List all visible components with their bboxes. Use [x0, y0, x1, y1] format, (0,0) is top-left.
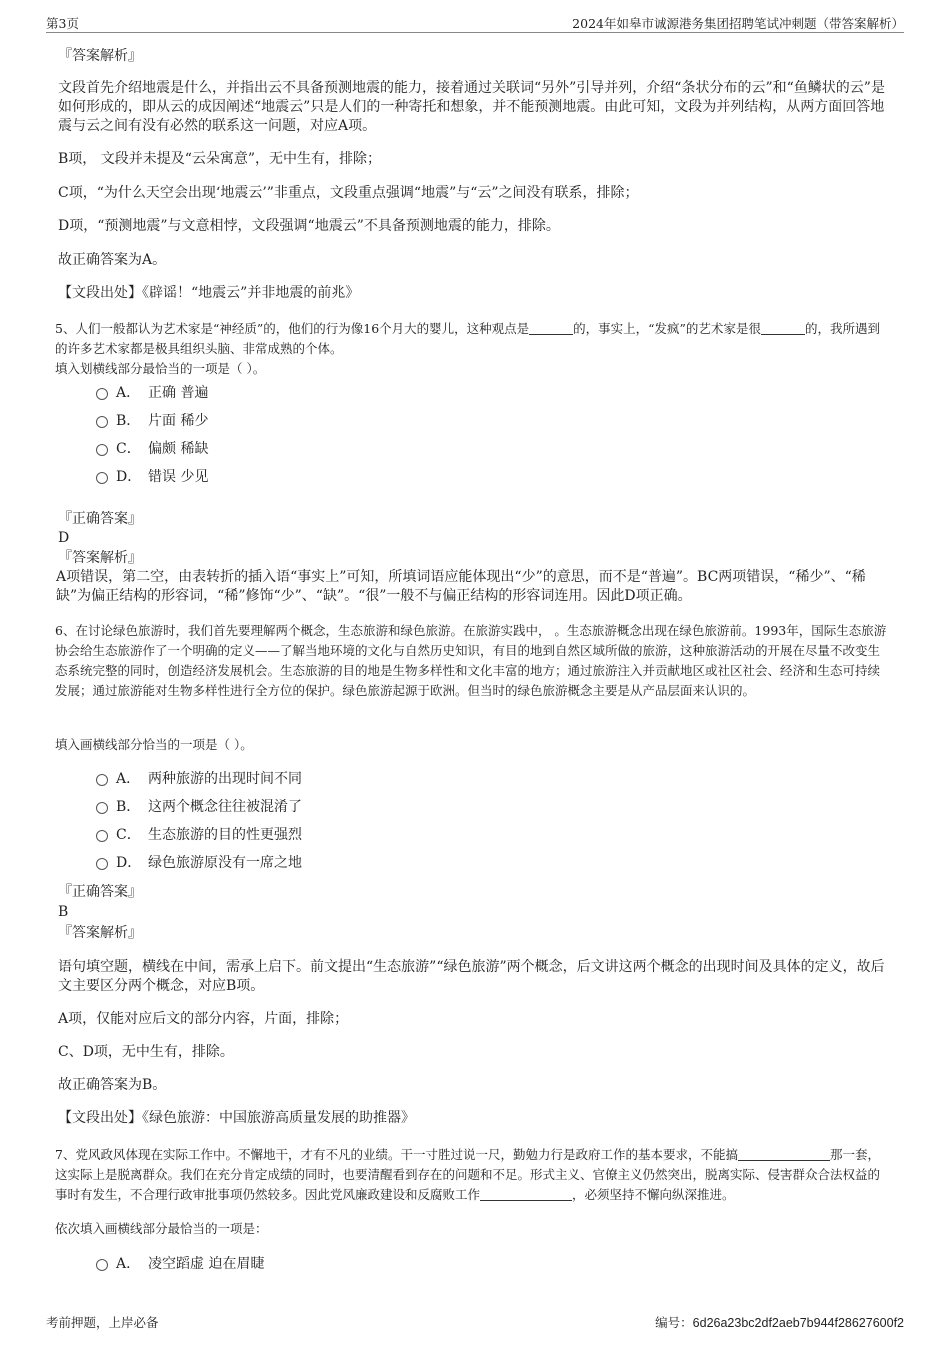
- option-c[interactable]: C． 偏颇 稀缺: [96, 439, 208, 459]
- radio-icon[interactable]: [96, 388, 108, 400]
- footer-code: 编号：6d26a23bc2df2aeb7b944f28627600f2: [655, 1315, 904, 1330]
- correct-answer: D: [58, 530, 70, 546]
- analysis-label: 『答案解析』: [58, 48, 142, 64]
- radio-icon[interactable]: [96, 1259, 108, 1271]
- radio-icon[interactable]: [96, 858, 108, 870]
- option-b[interactable]: B． 这两个概念往往被混淆了: [96, 797, 302, 817]
- radio-icon[interactable]: [96, 444, 108, 456]
- question-6-stem: 6、在讨论绿色旅游时，我们首先要理解两个概念，生态旅游和绿色旅游。在旅游实践中， 。生态旅游概念出现在绿色旅游前。1993年，国际生态旅游协会给生态旅游作了一个明确的定义——了解当地环境的文化与自然历史知识，有目的地到自然区域所做的旅游，这种旅游活动的开展在尽量不改变生态系统完整的同时，创造经济发展机会。生态旅游的目的地是生物多样性和文化丰富的地方；通过旅游注入并贡献地区或社区社会、经济和生态可持续发展；通过旅游能对生物多样性进行全方位的保护。绿色旅游起源于欧洲。但当时的绿色旅游概念主要是从产品层面来认识的。: [55, 623, 887, 698]
- question-5-prompt: 填入划横线部分最恰当的一项是（ ）。: [55, 361, 266, 376]
- question-6-prompt: 填入画横线部分恰当的一项是（ ）。: [55, 737, 253, 752]
- blank-line: [761, 320, 805, 335]
- blank-line: [529, 320, 573, 335]
- correct-answer: B: [58, 904, 69, 920]
- analysis-option-c: C项，“为什么天空会出现‘地震云’”非重点，文段重点强调“地震”与“云”之间没有联系，排除；: [58, 185, 639, 201]
- analysis-paragraph: 语句填空题，横线在中间，需承上启下。前文提出“生态旅游”“绿色旅游”两个概念，后文讲这两个概念的出现时间及具体的定义，故后文主要区分两个概念，对应B项。: [58, 959, 885, 994]
- page-number: 第3页: [46, 16, 79, 31]
- page-header: [46, 12, 904, 33]
- question-7-stem: 7、党风政风体现在实际工作中。不懈地干，才有不凡的业绩。干一寸胜过说一尺，勤勉力行是政府工作的基本要求，不能搞 那一套，这实际上是脱离群众。我们在充分肯定成绩的同时，也要清醒看到存在的问题和不足。形式主义、官僚主义仍然突出，脱离实际、侵害群众合法权益的事时有发生，不合理行政审批事项仍然较多。因此党风廉政建设和反腐败工作 ，必须坚持不懈向纵深推进。: [55, 1147, 881, 1202]
- correct-answer-label: 『正确答案』: [58, 511, 142, 527]
- analysis-paragraph: A项错误，第二空，由表转折的插入语“事实上”可知，所填词语应能体现出“少”的意思，而不是“普遍”。BC两项错误，“稀少”、“稀缺”为偏正结构的形容词，“稀”修饰“少”、“缺”。“很”一般不与偏正结构的形容词连用。因此D项正确。: [56, 569, 866, 604]
- question-7-prompt: 依次填入画横线部分最恰当的一项是：: [55, 1221, 268, 1236]
- analysis-option-a: A项，仅能对应后文的部分内容，片面，排除；: [58, 1011, 349, 1027]
- question-5-stem: 5、人们一般都认为艺术家是“神经质”的，他们的行为像16个月大的婴儿，这种观点是 的，事实上，“发疯”的艺术家是很 的，我所遇到的许多艺术家都是极具组织头脑、非常成熟的个体。: [55, 321, 880, 356]
- option-a[interactable]: A． 凌空蹈虚 迫在眉睫: [96, 1254, 264, 1274]
- document-title: 2024年如皋市诚源港务集团招聘笔试冲刺题（带答案解析）: [572, 16, 904, 31]
- footer-slogan: 考前押题，上岸必备: [46, 1315, 159, 1330]
- radio-icon[interactable]: [96, 830, 108, 842]
- radio-icon[interactable]: [96, 802, 108, 814]
- radio-icon[interactable]: [96, 472, 108, 484]
- radio-icon[interactable]: [96, 416, 108, 428]
- blank-line: [738, 1146, 830, 1161]
- option-b[interactable]: B． 片面 稀少: [96, 411, 208, 431]
- option-d[interactable]: D． 错误 少见: [96, 467, 208, 487]
- analysis-option-d: D项，“预测地震”与文意相悖，文段强调“地震云”不具备预测地震的能力，排除。: [58, 218, 560, 234]
- analysis-option-cd: C、D项，无中生有，排除。: [58, 1044, 234, 1060]
- source-citation: 【文段出处】《绿色旅游：中国旅游高质量发展的助推器》: [58, 1110, 415, 1126]
- answer-statement: 故正确答案为B。: [58, 1077, 167, 1093]
- radio-icon[interactable]: [96, 774, 108, 786]
- option-a[interactable]: A． 正确 普遍: [96, 383, 208, 403]
- option-c[interactable]: C． 生态旅游的目的性更强烈: [96, 825, 302, 845]
- option-a[interactable]: A． 两种旅游的出现时间不同: [96, 769, 302, 789]
- correct-answer-label: 『正确答案』: [58, 884, 142, 900]
- blank-line: [480, 1186, 572, 1201]
- analysis-option-b: B项， 文段并未提及“云朵寓意”，无中生有，排除；: [58, 151, 382, 167]
- analysis-paragraph: 文段首先介绍地震是什么，并指出云不具备预测地震的能力，接着通过关联词“另外”引导并列，介绍“条状分布的云”和“鱼鳞状的云”是如何形成的，即从云的成因阐述“地震云”只是人们的一种寄托和想象，并不能预测地震。由此可知，文段为并列结构，从两方面回答地震与云之间有没有必然的联系这一问题，对应A项。: [58, 80, 885, 134]
- option-d[interactable]: D． 绿色旅游原没有一席之地: [96, 853, 302, 873]
- source-citation: 【文段出处】《辟谣！“地震云”并非地震的前兆》: [58, 285, 360, 301]
- analysis-label: 『答案解析』: [58, 550, 142, 566]
- answer-statement: 故正确答案为A。: [58, 252, 167, 268]
- analysis-label: 『答案解析』: [58, 925, 142, 941]
